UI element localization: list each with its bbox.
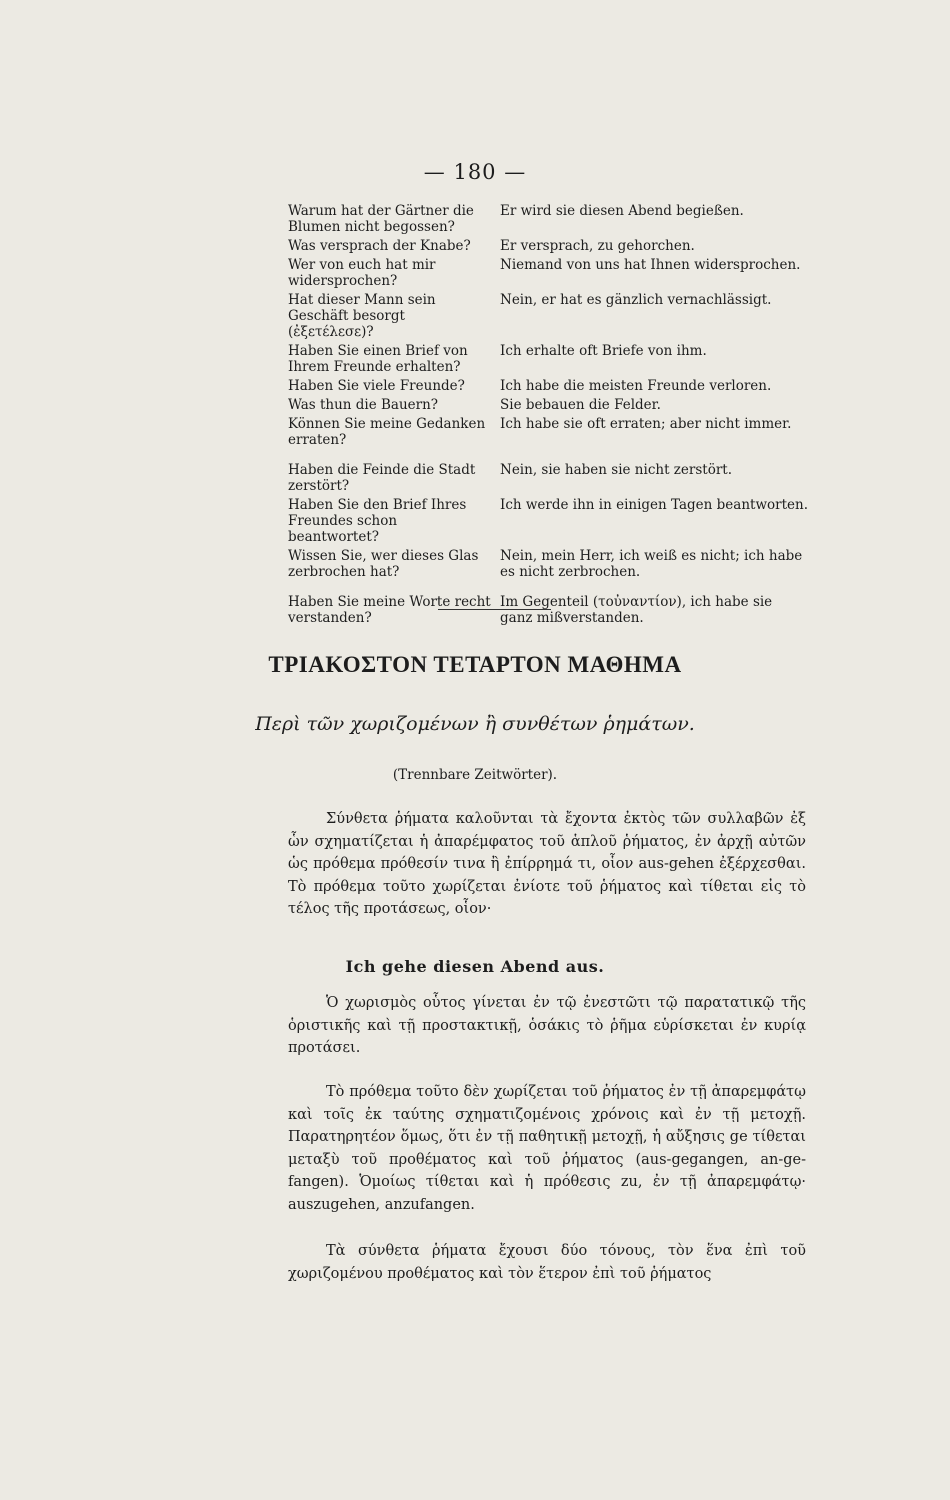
exercise-answer: Er versprach, zu gehorchen. (500, 238, 695, 254)
exercise-question: Haben Sie den Brief Ihres Freundes schon beantwortet? (288, 497, 467, 545)
exercise-question: Haben Sie viele Freunde? (288, 378, 465, 394)
exercise-answer: Ich habe die meisten Freunde verloren. (500, 378, 772, 394)
exercise-answer: Ich erhalte oft Briefe von ihm. (500, 343, 707, 359)
exercise-question: Was versprach der Knabe? (288, 238, 471, 254)
page-number: — 180 — (423, 160, 527, 184)
lesson-german-note: (Trennbare Zeitwörter). (392, 767, 558, 783)
exercise-question: Haben Sie einen Brief von Ihrem Freunde erhalten? (288, 343, 468, 375)
exercise-question: Hat dieser Mann sein Geschäft besorgt (ἐξετέλεσε)? (288, 292, 436, 340)
exercise-row (288, 462, 808, 497)
exercise-question: Können Sie meine Gedanken erraten? (288, 416, 486, 448)
exercise-answer: Niemand von uns hat Ihnen widersprochen. (500, 257, 801, 273)
exercise-table (288, 203, 808, 629)
exercise-question: Warum hat der Gärtner die Blumen nicht begossen? (288, 203, 474, 235)
exercise-answer: Sie bebauen die Felder. (500, 397, 661, 413)
lesson-paragraph: Σύνθετα ῥήματα καλοῦνται τὰ ἔχοντα ἐκτὸς τῶν συλλαβῶν ἐξ ὧν σχηματίζεται ἡ ἀπαρέμφατος τοῦ ἁπλοῦ ῥήματος, ἐν ἀρχῇ αὐτῶν ὡς πρόθεμα πρόθεσίν τινα ἢ ἐπίρρημά τι, οἷον aus-gehen ἐξέρχεσθαι. Τὸ πρόθεμα τοῦτο χωρίζεται ἐνίοτε τοῦ ῥήματος καὶ τίθεται εἰς τὸ τέλος τῆς προτάσεως, οἷον· (288, 811, 806, 917)
exercise-row (288, 497, 808, 548)
exercise-row (288, 594, 808, 629)
exercise-row (288, 203, 808, 238)
exercise-row (288, 343, 808, 378)
exercise-question: Wissen Sie, wer dieses Glas zerbrochen hat? (288, 548, 479, 580)
exercise-question: Was thun die Bauern? (288, 397, 439, 413)
exercise-answer: Nein, mein Herr, ich weiß es nicht; ich habe es nicht zerbrochen. (500, 548, 803, 580)
exercise-question: Haben Sie meine Worte recht verstanden? (288, 594, 491, 626)
lesson-paragraph: Τὸ πρόθεμα τοῦτο δὲν χωρίζεται τοῦ ῥήματος ἐν τῇ ἀπαρεμφάτῳ καὶ τοῖς ἐκ ταύτης σχηματιζομένοις χρόνοις καὶ ἐν τῇ μετοχῇ. Παρατηρητέον ὅμως, ὅτι ἐν τῇ παθητικῇ μετοχῇ, ἡ αὔξησις ge τίθεται μεταξὺ τοῦ προθέματος καὶ τοῦ ῥήματος (aus-gegangen, an-ge-fangen). Ὁμοίως τίθεται καὶ ἡ πρόθεσις zu, ἐν τῇ ἀπαρεμφάτῳ· auszugehen, anzufangen. (288, 1084, 806, 1213)
exercise-answer: Nein, sie haben sie nicht zerstört. (500, 462, 732, 478)
exercise-answer: Nein, er hat es gänzlich vernachlässigt. (500, 292, 772, 308)
exercise-answer: Ich habe sie oft erraten; aber nicht immer. (500, 416, 792, 432)
exercise-question: Haben die Feinde die Stadt zerstört? (288, 462, 476, 494)
exercise-answer: Im Gegenteil (τοὐναντίον), ich habe sie ganz mißverstanden. (500, 594, 773, 626)
example-sentence: Ich gehe diesen Abend aus. (345, 957, 605, 976)
exercise-row (288, 257, 808, 292)
exercise-answer: Er wird sie diesen Abend begießen. (500, 203, 744, 219)
exercise-row (288, 378, 808, 397)
exercise-row (288, 416, 808, 462)
exercise-answer: Ich werde ihn in einigen Tagen beantworten. (500, 497, 808, 513)
lesson-title: ΤΡΙΑΚΟΣΤΟΝ ΤΕΤΑΡΤΟΝ ΜΑΘΗΜΑ (268, 652, 682, 677)
lesson-subtitle: Περὶ τῶν χωριζομένων ἢ συνθέτων ῥημάτων. (255, 713, 695, 735)
exercise-row (288, 548, 808, 594)
exercise-row (288, 238, 808, 257)
exercise-row (288, 397, 808, 416)
lesson-paragraph: Ὁ χωρισμὸς οὗτος γίνεται ἐν τῷ ἐνεστῶτι τῷ παρατατικῷ τῆς ὁριστικῆς καὶ τῇ προστακτικῇ, ὁσάκις τὸ ῥῆμα εὑρίσκεται ἐν κυρίᾳ προτάσει. (288, 995, 806, 1056)
exercise-question: Wer von euch hat mir widersprochen? (288, 257, 436, 289)
section-divider (438, 609, 551, 610)
exercise-row (288, 292, 808, 343)
lesson-paragraph: Τὰ σύνθετα ῥήματα ἔχουσι δύο τόνους, τὸν ἕνα ἐπὶ τοῦ χωριζομένου προθέματος καὶ τὸν ἕτερον ἐπὶ τοῦ ῥήματος (288, 1243, 806, 1282)
